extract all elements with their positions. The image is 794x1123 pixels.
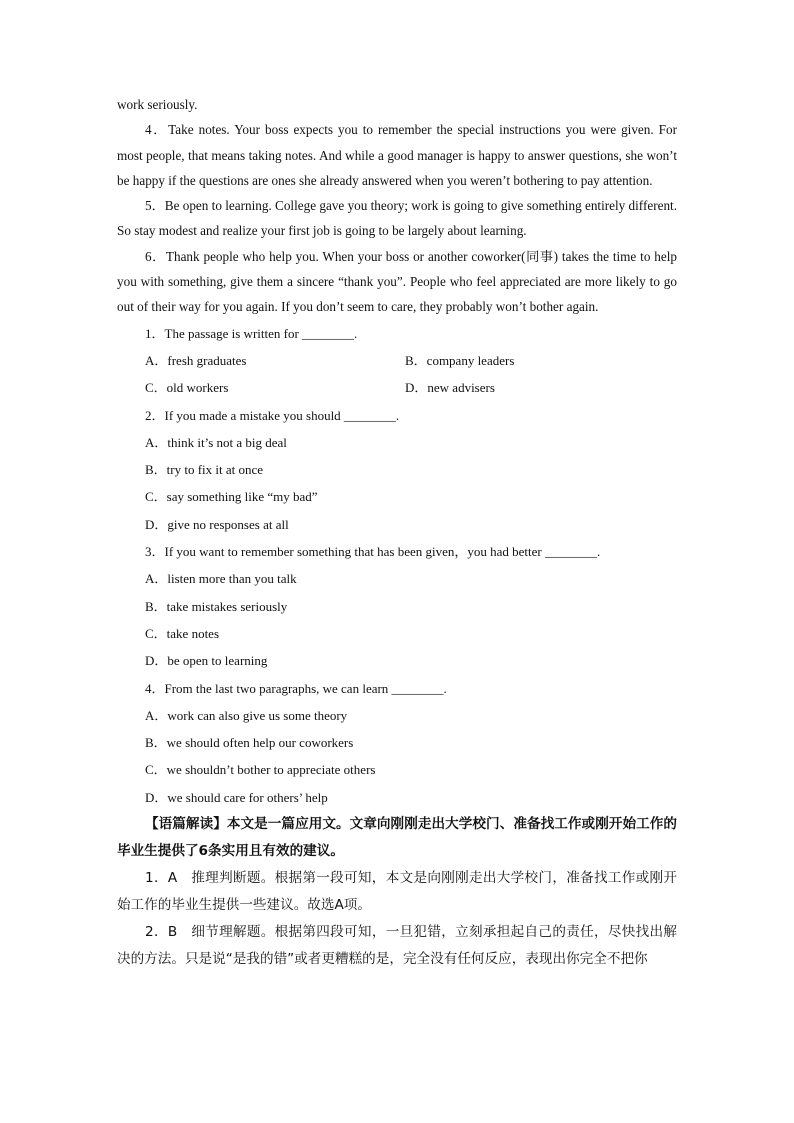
passage-paragraph-6: 6．Thank people who help you. When your boss or another coworker(同事) takes the time to help you with something, give them a sincere “thank you”. People who feel appreciated are more likely to go out of their way for you again. If you don’t seem to care, they probably won’t bother again. — [117, 248, 677, 315]
question-4-option-a: A．work can also give us some theory — [145, 707, 348, 723]
question-1-option-b: B．company leaders — [405, 352, 515, 368]
question-1-stem: 1．The passage is written for ________. — [145, 325, 358, 341]
question-1-options-row-1 — [117, 347, 677, 374]
question-4-option-c: C．we shouldn’t bother to appreciate others — [145, 762, 376, 778]
question-2-option-b: B．try to fix it at once — [145, 462, 264, 478]
question-2-option-a: A．think it’s not a big deal — [145, 434, 287, 450]
passage-paragraph-4: 4．Take notes. Your boss expects you to remember the special instructions you were given. For most people, that means taking notes. And while a good manager is happy to answer questions, she won’t be happy if the questions are ones she already answered when you weren’t bothering to pay attention. — [117, 122, 677, 188]
question-2-option-d: D．give no responses at all — [145, 516, 289, 532]
question-4-stem: 4．From the last two paragraphs, we can learn ________. — [145, 680, 447, 696]
passage-continuation: work seriously. — [117, 97, 198, 112]
question-4-option-d: D．we should care for others’ help — [145, 789, 328, 805]
document-page — [117, 92, 677, 973]
analysis-answer-1: 1．A 推理判断题。根据第一段可知，本文是向刚刚走出大学校门，准备找工作或刚开始工作的毕业生提供一些建议。故选A项。 — [117, 870, 677, 914]
question-3-option-a: A．listen more than you talk — [145, 571, 297, 587]
question-3-option-d: D．be open to learning — [145, 653, 268, 669]
analysis-intro: 【语篇解读】本文是一篇应用文。文章向刚刚走出大学校门、准备找工作或刚开始工作的毕业生提供了6条实用且有效的建议。 — [117, 816, 677, 860]
question-3-option-b: B．take mistakes seriously — [145, 598, 288, 614]
question-2-option-c: C．say something like “my bad” — [145, 489, 318, 505]
question-2-stem: 2．If you made a mistake you should ________. — [145, 407, 400, 423]
analysis-answer-2: 2．B 细节理解题。根据第四段可知，一旦犯错，立刻承担起自己的责任，尽快找出解决的方法。只是说“是我的错”或者更糟糕的是，完全没有任何反应，表现出你完全不把你 — [117, 924, 677, 968]
passage-paragraph-5: 5．Be open to learning. College gave you theory; work is going to give something entirely different. So stay modest and realize your first job is going to be largely about learning. — [117, 198, 677, 239]
question-3-option-c: C．take notes — [145, 625, 220, 641]
question-1-option-a: A．fresh graduates — [145, 352, 247, 368]
question-4-option-b: B．we should often help our coworkers — [145, 735, 354, 751]
question-1-option-c: C．old workers — [145, 380, 229, 396]
question-3-stem: 3．If you want to remember something that has been given，you had better ________. — [145, 544, 601, 560]
question-1-option-d: D．new advisers — [405, 380, 495, 396]
question-1-options-row-2 — [117, 374, 677, 401]
